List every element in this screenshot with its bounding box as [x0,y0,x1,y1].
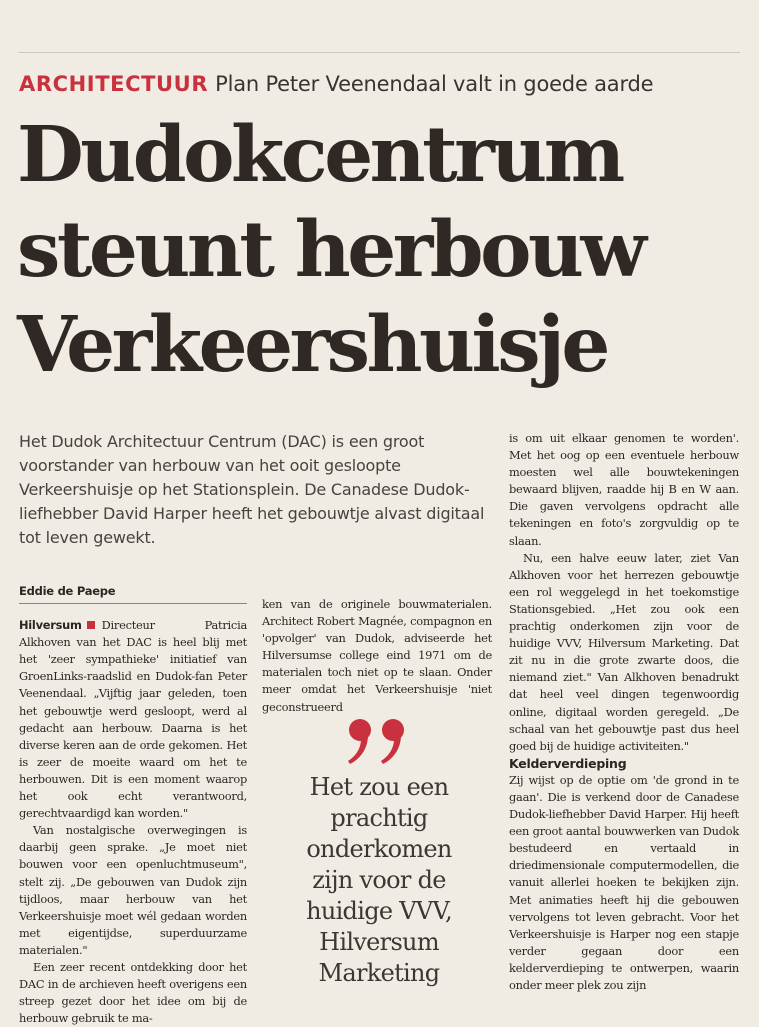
paragraph: Van nostalgische overwegingen is daarbij geen sprake. „Je moet niet bouwen voor een openluchtmuseum", stelt zij. „De gebouwen van Dudok zijn tijdloos, maar herbouw van het Verkeershuisje moet wél gedaan worden met eigentijdse, superduurzame materialen." [19,823,247,957]
paragraph: Zij wijst op de optie om 'de grond in te gaan'. Die is verkend door de Canadese Dudok-liefhebber David Harper. Hij heeft een groot aantal bouwwerken van Dudok bestudeerd en vertaald in driedimensionale computermodellen, die vanuit allerlei hoeken te bekijken zijn. Met animaties heeft hij die gebouwen vervolgens tot leven gebracht. Voor het Verkeershuisje is Harper nog een stapje verder gegaan door een kelderverdieping te ontwerpen, waarin onder meer plek zou zijn [509,772,739,992]
paragraph: is om uit elkaar genomen te worden'. Met het oog op een eventuele herbouw moesten wel alle bouwtekeningen bewaard blijven, raadde hij B en W aan. Die gaven vervolgens opdracht alle tekeningen en foto's zorgvuldig op te slaan. [509,431,739,548]
paragraph: Een zeer recent ontdekking door het DAC in de archieven heeft overigens een streep gezet door het idee om bij de herbouw gebruik te ma- [19,959,247,1026]
headline-line: steunt herbouw [17,205,644,295]
article-column-1 [19,583,247,1027]
headline-line: Dudokcentrum [17,110,622,200]
top-rule [18,52,740,53]
byline: Eddie de Paepe [19,583,247,604]
intro-lead: Het Dudok Architectuur Centrum (DAC) is een groot voorstander van herbouw van het ooit gesloopte Verkeershuisje op het Stationsplein. De Canadese Dudok-liefhebber David Harper heeft het gebouwtje alvast digitaal tot leven gewekt. [19,432,485,547]
article-column-2 [262,596,492,716]
pull-quote-line: onderkomen [306,835,452,863]
paragraph-text: Directeur Patricia Alkhoven van het DAC is heel blij met het 'zeer sympathieke' initiatief van GroenLinks-raadslid en Dudok-fan Peter Veenendaal. „Vijftig jaar geleden, toen het gebouwtje werd gesloopt, werd al gedacht aan herbouw. Daarna is het diverse keren aan de orde gekomen. Het is zeer de moeite waard om het te herbouwen. Dit is een moment waarop het ook echt verantwoord, gerechtvaardigd kan worden." [19,618,247,821]
pull-quote-line: Marketing [318,959,440,987]
section-label: ARCHITECTUUR [19,72,209,96]
kicker [19,72,653,96]
kicker-subtitle: Plan Peter Veenendaal valt in goede aarde [215,72,654,96]
pull-quote-line: prachtig [330,804,428,832]
dateline: Hilversum [19,618,82,633]
square-bullet-icon [87,621,95,629]
paragraph: ken van de originele bouwmaterialen. Architect Robert Magnée, compagnon en 'opvolger' van Dudok, adviseerde het Hilversumse college eind 1971 om de materialen toch niet op te slaan. Onder meer omdat het Verkeershuisje 'niet geconstrueerd [262,597,492,714]
paragraph [19,617,247,822]
headline [17,108,747,393]
pull-quote-line: zijn voor de [312,866,446,894]
quote-mark-icon [346,715,412,767]
article-column-3 [509,430,739,994]
subheading: Kelderverdieping [509,755,627,771]
pull-quote-line: huidige VVV, [306,897,452,925]
paragraph: Nu, een halve eeuw later, ziet Van Alkhoven voor het herrezen gebouwtje een rol weggelegd in het toekomstige Stationsgebied. „Het zou ook een prachtig onderkomen zijn voor de huidige VVV, Hilversum Marketing. Dat zit nu in die grote zwarte doos, die niemand ziet." Van Alkhoven benadrukt dat heel veel dingen tegenwoordig online, digitaal worden geregeld. „De schaal van het gebouwtje past dus heel goed bij de huidige activiteiten." [509,550,739,753]
headline-line: Verkeershuisje [17,300,607,390]
pull-quote-line: Het zou een [309,773,449,801]
pull-quote-line: Hilversum [319,928,439,956]
pull-quote [270,772,488,989]
